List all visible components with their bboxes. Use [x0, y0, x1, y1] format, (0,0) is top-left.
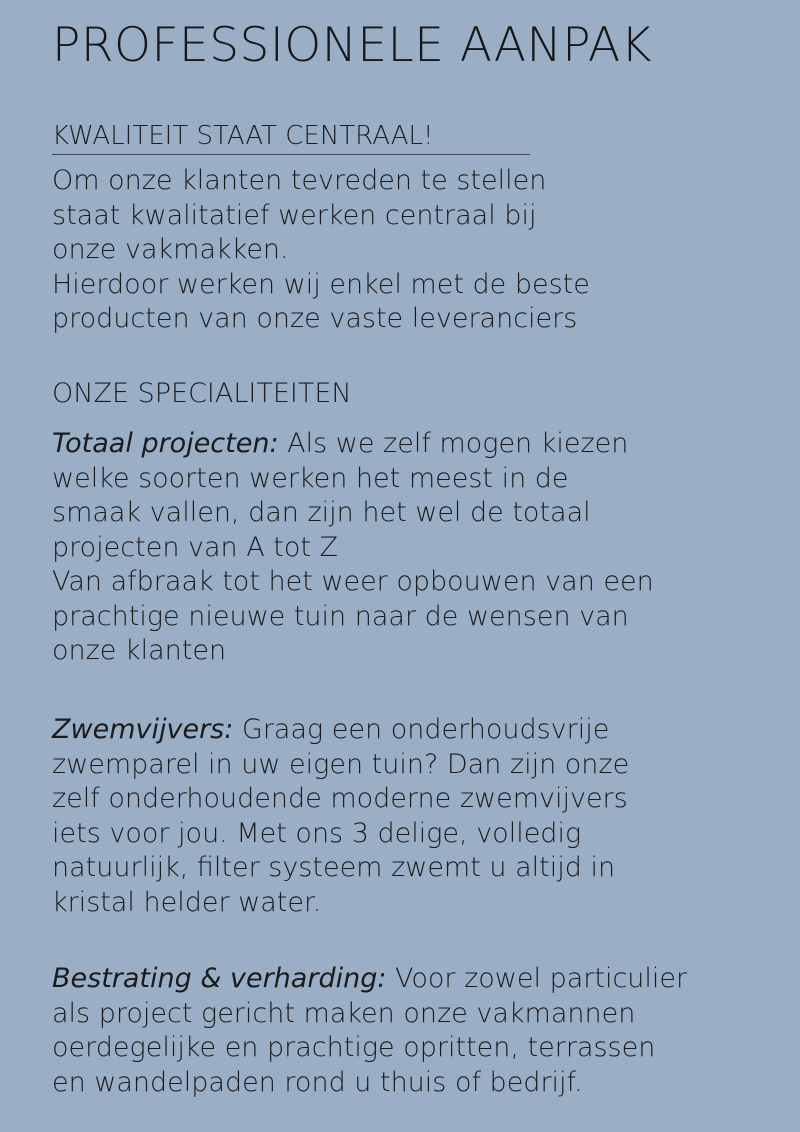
bestrating-line-2: als project gericht maken onze vakmannen [52, 997, 636, 1029]
bestrating-line-3: oerdegelijke en prachtige opritten, terrassen [52, 1032, 656, 1063]
quality-line-4: Hierdoor werken wij enkel met de beste [52, 268, 590, 300]
zwemvijvers-first-line: Graag een onderhoudsvrije [233, 714, 610, 745]
bestrating-paragraph [52, 962, 772, 1100]
totaal-projecten-paragraph [52, 427, 772, 669]
zwemvijvers-line-3: zelf onderhoudende moderne zwemvijvers [52, 783, 628, 814]
bestrating-label: Bestrating & verharding: [52, 963, 387, 994]
bestrating-line-4: en wandelpaden rond u thuis of bedrijf. [52, 1066, 583, 1098]
quality-line-3: onze vakmakken. [52, 234, 289, 265]
quality-line-2: staat kwalitatief werken centraal bij [52, 199, 537, 231]
zwemvijvers-line-4: iets voor jou. Met ons 3 delige, volledig [52, 817, 582, 849]
zwemvijvers-label: Zwemvijvers: [52, 714, 234, 745]
zwemvijvers-line-6: kristal helder water. [52, 886, 322, 918]
totaal-line-3: smaak vallen, dan zijn het wel de totaal [52, 497, 591, 528]
totaal-label: Totaal projecten: [52, 428, 279, 459]
quality-paragraph [52, 164, 772, 337]
quality-heading: KWALITEIT STAAT CENTRAAL! [52, 118, 530, 155]
totaal-line-5: Van afbraak tot het weer opbouwen van een [52, 566, 654, 597]
totaal-first-line: Als we zelf mogen kiezen [278, 428, 629, 459]
zwemvijvers-paragraph [52, 713, 772, 920]
quality-line-5: producten van onze vaste leveranciers [52, 303, 578, 334]
totaal-line-4: projecten van A tot Z [52, 531, 339, 563]
totaal-line-7: onze klanten [52, 635, 227, 666]
totaal-line-1 [52, 427, 772, 462]
zwemvijvers-line-1 [52, 713, 772, 748]
quality-line-1: Om onze klanten tevreden te stellen [52, 165, 547, 196]
totaal-line-2: welke soorten werken het meest in de [52, 462, 569, 494]
bestrating-first-line: Voor zowel particulier [386, 963, 688, 994]
specialties-heading: ONZE SPECIALITEITEN [52, 378, 352, 409]
zwemvijvers-line-5: natuurlijk, filter systeem zwemt u altijd in [52, 852, 616, 883]
page-title: PROFESSIONELE AANPAK [52, 18, 653, 73]
totaal-line-6: prachtige nieuwe tuin naar de wensen van [52, 600, 629, 632]
bestrating-line-1 [52, 962, 772, 997]
zwemvijvers-line-2: zwemparel in uw eigen tuin? Dan zijn onze [52, 748, 630, 780]
